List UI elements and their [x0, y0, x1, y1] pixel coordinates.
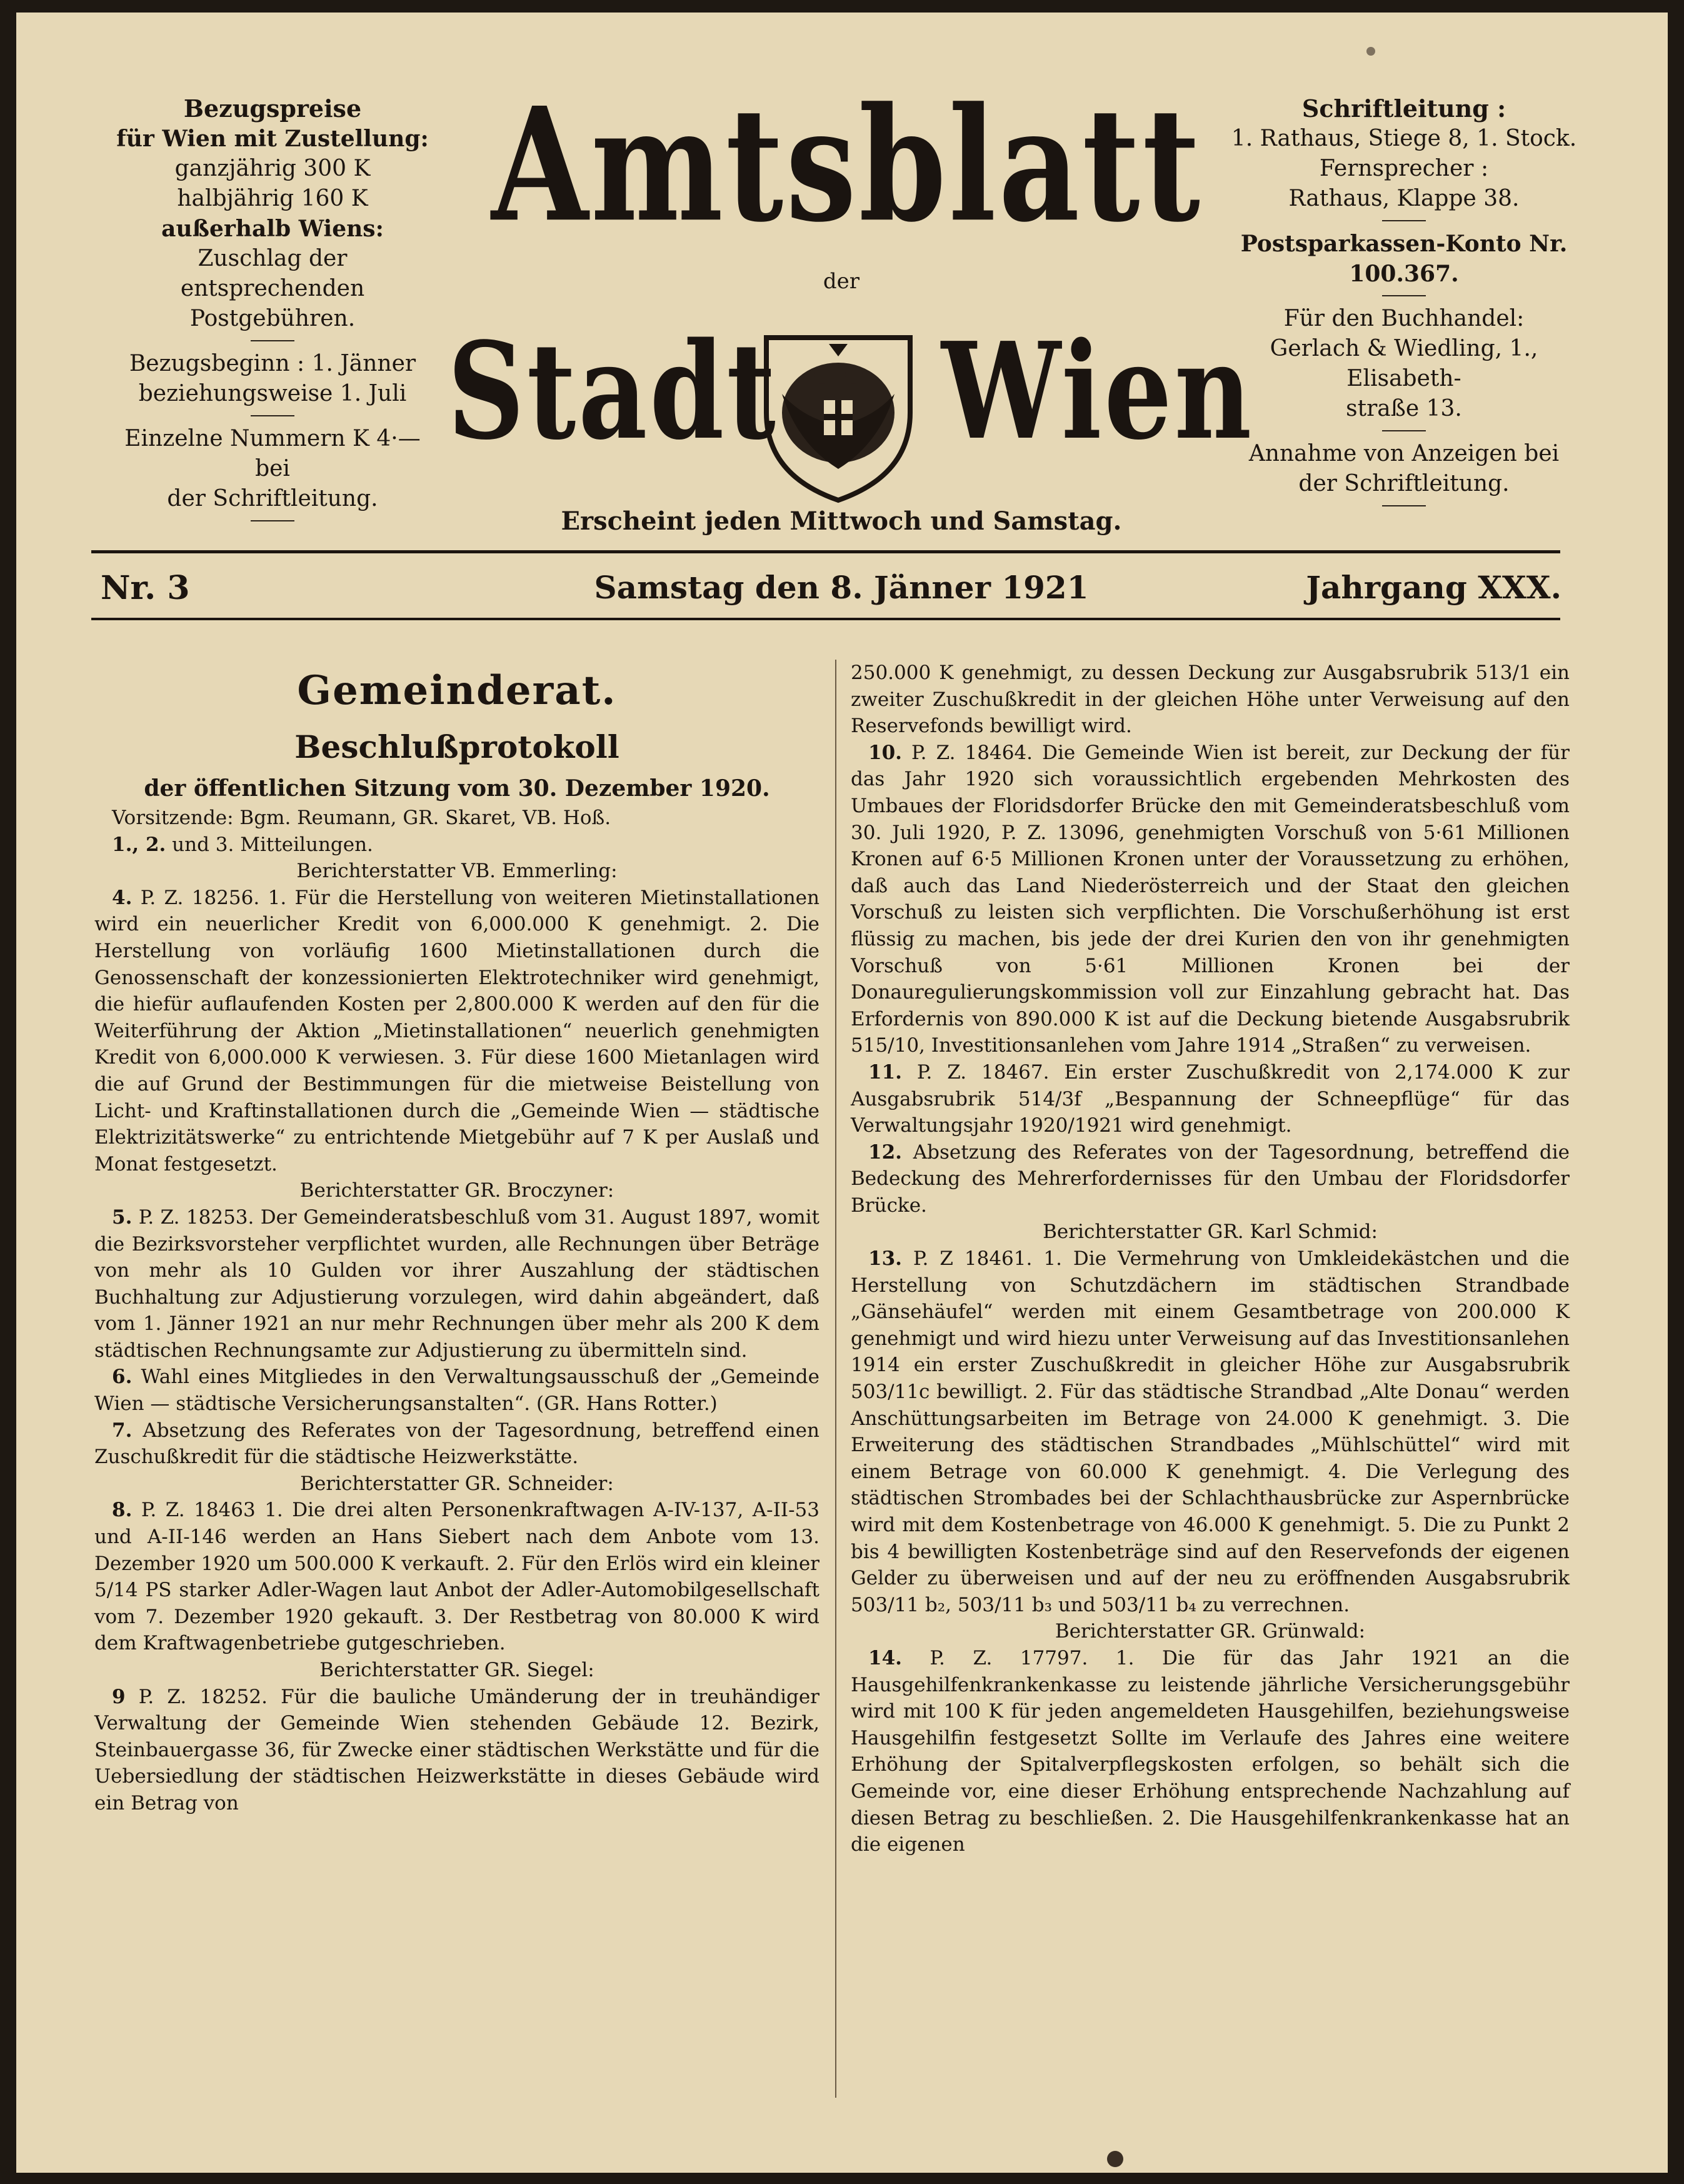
issue-number: Nr. 3: [101, 569, 190, 607]
item-paragraph: 12. Absetzung des Referates von der Tagesordnung, betreffend die Bedeckung des Mehrerfordernisses für den Umbau der Floridsdorfer Brücke.: [851, 1140, 1570, 1217]
vienna-coat-of-arms-icon: [754, 319, 923, 506]
subscription-line: der Schriftleitung.: [167, 486, 378, 511]
divider: [251, 415, 294, 416]
issue-date: Samstag den 8. Jänner 1921: [594, 569, 1089, 606]
subscription-line: Postgebühren.: [189, 306, 356, 331]
rapporteur-line: Berichterstatter VB. Emmerling:: [296, 860, 618, 883]
editorial-line: Annahme von Anzeigen bei: [1248, 441, 1560, 466]
editorial-line: Für den Buchhandel:: [1283, 306, 1525, 331]
subscription-box: [110, 94, 435, 529]
editorial-line: Postsparkassen-Konto Nr. 100.367.: [1240, 231, 1568, 287]
masthead-title-wien: Wien: [941, 313, 1255, 470]
divider: [251, 520, 294, 521]
top-rule: [91, 550, 1560, 553]
masthead-subtitle: Erscheint jeden Mittwoch und Samstag.: [561, 506, 1122, 536]
paper-smudge: [1107, 2151, 1123, 2167]
newspaper-page: [16, 13, 1668, 2173]
right-column: [851, 660, 1570, 1858]
subscription-line: Einzelne Nummern K 4·— bei: [124, 426, 421, 481]
masthead-title-amtsblatt: Amtsblatt: [491, 73, 1203, 258]
rapporteur-line: Berichterstatter GR. Grünwald:: [1055, 1620, 1366, 1643]
session-line: der öffentlichen Sitzung vom 30. Dezember 1920.: [144, 775, 770, 802]
editorial-line: Rathaus, Klappe 38.: [1288, 186, 1520, 211]
editorial-line: Fernsprecher :: [1319, 156, 1489, 181]
editorial-line: der Schriftleitung.: [1298, 471, 1510, 496]
subscription-line: ganzjährig 300 K: [174, 156, 371, 181]
subscription-line: außerhalb Wiens:: [161, 216, 384, 242]
rapporteur-line: Berichterstatter GR. Karl Schmid:: [1043, 1220, 1378, 1244]
masthead-der: der: [823, 269, 860, 294]
editorial-line: 1. Rathaus, Stiege 8, 1. Stock.: [1231, 126, 1577, 151]
item-paragraph: 7. Absetzung des Referates von der Tagesordnung, betreffend einen Zuschußkredit für die städtische Heizwerkstätte.: [94, 1419, 819, 1469]
editorial-line: straße 13.: [1346, 396, 1462, 421]
item-paragraph: 5. P. Z. 18253. Der Gemeinderatsbeschluß vom 31. August 1897, womit die Bezirksvorsteher verpflichtet wurden, alle Rechnungen über Beträge von mehr als 10 Gulden vor ihrer Auszahlung der städtischen Buchhaltung zur Adjustierung vorzulegen, wird dahin abgeändert, daß vom 1. Jänner 1921 an nur mehr Rechnungen über mehr als 200 K dem städtischen Rechnungsamte zur Adjustierung zu übermitteln sind.: [94, 1205, 819, 1362]
editorial-box: [1229, 94, 1579, 514]
item-paragraph: 10. P. Z. 18464. Die Gemeinde Wien ist bereit, zur Deckung der für das Jahr 1920 sich voraussichtlich ergebenden Mehrkosten des Umbaues der Floridsdorfer Brücke den mit Gemeinderatsbeschluß vom 30. Juli 1920, P. Z. 13096, genehmigten Vorschuß von 5·61 Millionen Kronen auf 6·5 Millionen Kronen unter der Voraussetzung zu erhöhen, daß auch das Land Niederösterreich und der Staat den gleichen Vorschuß zu leisten sich verpflichten. Die Vorschußerhöhung ist erst flüssig zu machen, bis jede der drei Kurien den von ihr genehmigten Vorschuß von 5·61 Millionen Kronen bei der Donauregulierungskommission voll zur Einzahlung gebracht hat. Das Erfordernis von 890.000 K ist auf die Deckung bietende Ausgabsrubrik 515/10, Investitionsanlehen vom Jahre 1914 „Straßen“ zu verweisen.: [851, 741, 1570, 1057]
section-subheading: Beschlußprotokoll: [294, 728, 619, 765]
item-paragraph: 8. P. Z. 18463 1. Die drei alten Personenkraftwagen A-IV-137, A-II-53 und A-II-146 werden an Hans Siebert nach dem Anbote vom 13. Dezember 1920 um 500.000 K verkauft. 2. Für den Erlös wird ein kleiner 5/14 PS starker Adler-Wagen laut Anbot der Adler-Automobilgesellschaft vom 7. Dezember 1920 gekauft. 3. Der Restbetrag von 80.000 K wird dem Kraftwagenbetriebe gutgeschrieben.: [94, 1499, 819, 1655]
item-paragraph: 9 P. Z. 18252. Für die bauliche Umänderung der in treuhändiger Verwaltung der Gemeinde Wien stehenden Gebäude 12. Bezirk, Steinbauergasse 36, für Zwecke einer städtischen Werkstätte und für die Uebersiedlung der städtischen Heizwerkstätte in dieses Gebäude wird ein Betrag von: [94, 1685, 819, 1814]
subscription-line: Zuschlag der entsprechenden: [180, 246, 365, 301]
bottom-rule: [91, 618, 1560, 620]
section-heading: Gemeinderat.: [297, 667, 617, 714]
subscription-heading: Bezugspreise: [183, 94, 362, 123]
item-paragraph: 1., 2. und 3. Mitteilungen.: [112, 833, 373, 856]
editorial-line: Gerlach & Wiedling, 1., Elisabeth-: [1270, 336, 1538, 391]
editorial-heading: Schriftleitung :: [1301, 94, 1506, 123]
item-paragraph: 250.000 K genehmigt, zu dessen Deckung zur Ausgabsrubrik 513/1 ein zweiter Zuschußkredit in der gleichen Höhe unter Verweisung auf den Reservefonds bewilligt wird.: [851, 662, 1570, 738]
item-paragraph: 4. P. Z. 18256. 1. Für die Herstellung von weiteren Mietinstallationen wird ein neuerlicher Kredit von 6,000.000 K genehmigt. 2. Die Herstellung von vorläufig 1600 Mietinstallationen durch die Genossenschaft der konzessionierten Elektrotechniker wird genehmigt, die hiefür auflaufenden Kosten per 2,800.000 K werden auf den für die Weiterführung der Aktion „Mietinstallationen“ neuerlich genehmigten Kredit von 6,000.000 K verwiesen. 3. Für diese 1600 Mietanlagen wird die auf Grund der Bestimmungen für die mietweise Beistellung von Licht- und Kraftinstallationen durch die „Gemeinde Wien — städtische Elektrizitätswerke“ zu entrichtende Mietgebühr auf 7 K per Auslaß und Monat festgesetzt.: [94, 886, 819, 1175]
column-divider: [835, 660, 836, 2098]
masthead-title-stadt: Stadt: [448, 313, 778, 470]
issue-volume: Jahrgang XXX.: [1306, 569, 1561, 606]
divider: [1382, 430, 1426, 431]
rapporteur-line: Berichterstatter GR. Siegel:: [319, 1659, 594, 1681]
subscription-line: Bezugsbeginn : 1. Jänner: [129, 351, 416, 376]
subscription-line: beziehungsweise 1. Juli: [138, 381, 407, 406]
item-paragraph: 13. P. Z 18461. 1. Die Vermehrung von Umkleidekästchen und die Herstellung von Schutzdächern im städtischen Strandbade „Gänsehäufel“ werden mit einem Gesamtbetrage von 200.000 K genehmigt und wird hiezu unter Verweisung auf das Investitionsanlehen 1914 ein erster Zuschußkredit in gleicher Höhe zur Ausgabsrubrik 503/11c bewilligt. 2. Für das städtische Strandbad „Alte Donau“ werden Anschüttungsarbeiten im Betrage von 24.000 K genehmigt. 3. Die Erweiterung des städtischen Strandbades „Mühlschüttel“ wird mit einem Betrage von 60.000 K genehmigt. 4. Die Verlegung des städtischen Strombades bei der Schlachthausbrücke zur Aspernbrücke wird mit dem Kostenbetrage von 46.000 K genehmigt. 5. Die zu Punkt 2 bis 4 bewilligten Kostenbeträge sind auf den Reservefonds der eigenen Gelder zu überweisen und auf der neu zu eröffnenden Ausgabsrubrik 503/11 b₂, 503/11 b₃ und 503/11 b₄ zu verrechnen.: [851, 1247, 1570, 1616]
item-paragraph: 14. P. Z. 17797. 1. Die für das Jahr 1921 an die Hausgehilfenkrankenkasse zu leistende jährliche Versicherungsgebühr wird mit 100 K für jeden angemeldeten Hausgehilfen, beziehungsweise Hausgehilfin festgesetzt Sollte im Verlaufe des Jahres eine weitere Erhöhung der Spitalverpflegskosten erfolgen, so behält sich die Gemeinde vor, eine dieser Erhöhung entsprechende Nachzahlung auf diesen Betrag zu beschließen. 2. Die Hausgehilfenkrankenkasse hat an die eigenen: [851, 1646, 1570, 1856]
left-column: [94, 660, 819, 1817]
rapporteur-line: Berichterstatter GR. Broczyner:: [299, 1179, 614, 1202]
divider: [1382, 505, 1426, 506]
chairs-line: Vorsitzende: Bgm. Reumann, GR. Skaret, VB. Hoß.: [112, 807, 611, 829]
subscription-line: für Wien mit Zustellung:: [116, 126, 429, 152]
item-paragraph: 6. Wahl eines Mitgliedes in den Verwaltungsausschuß der „Gemeinde Wien — städtische Versicherungsanstalten“. (GR. Hans Rotter.): [94, 1366, 819, 1416]
divider: [1382, 295, 1426, 296]
rapporteur-line: Berichterstatter GR. Schneider:: [300, 1472, 614, 1495]
item-paragraph: 11. P. Z. 18467. Ein erster Zuschußkredit von 2,174.000 K zur Ausgabsrubrik 514/3f „Bespannung der Schneepflüge“ für das Verwaltungsjahr 1920/1921 wird genehmigt.: [851, 1060, 1570, 1137]
paper-smudge: [1366, 47, 1375, 56]
divider: [251, 340, 294, 341]
subscription-line: halbjährig 160 K: [177, 186, 368, 211]
divider: [1382, 220, 1426, 221]
